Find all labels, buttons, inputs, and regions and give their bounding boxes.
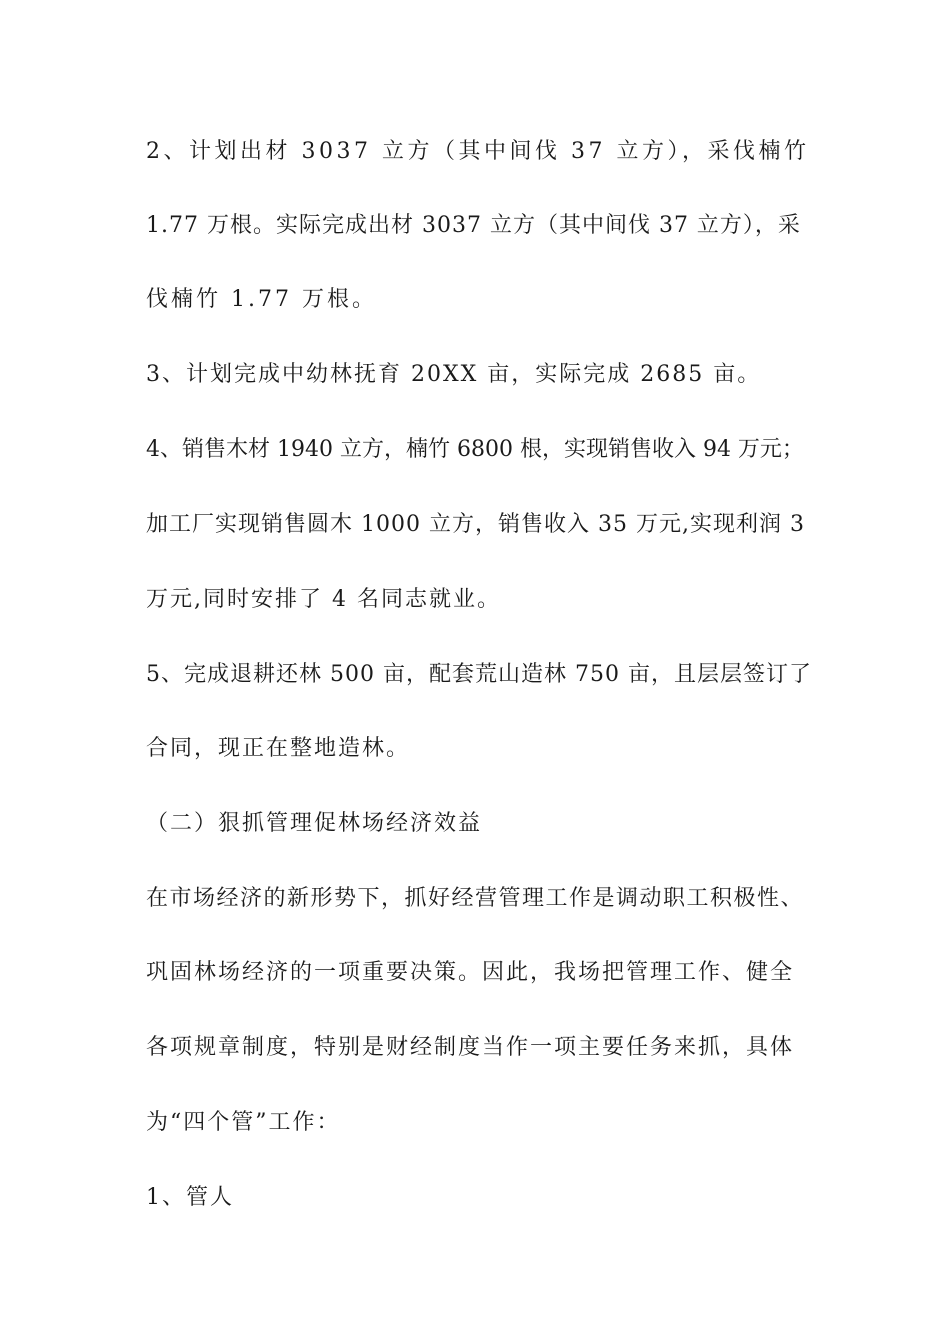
text-line: 合同，现正在整地造林。 <box>146 736 411 761</box>
text-line: 4、销售木材 1940 立方，楠竹 6800 根，实现销售收入 94 万元； <box>146 437 804 462</box>
subsection-heading: 1、管人 <box>146 1185 234 1210</box>
text-line: 巩固林场经济的一项重要决策。因此，我场把管理工作、健全 <box>146 960 795 985</box>
text-line: 万元,同时安排了 4 名同志就业。 <box>146 587 501 612</box>
text-line: 2、计划出材 3037 立方（其中间伐 37 立方），采伐楠竹 <box>146 139 810 164</box>
text-line: 3、计划完成中幼林抚育 20XX 亩，实际完成 2685 亩。 <box>146 362 762 387</box>
text-line: 各项规章制度，特别是财经制度当作一项主要任务来抓，具体 <box>146 1035 795 1060</box>
text-line: 1.77 万根。实际完成出材 3037 立方（其中间伐 37 立方），采 <box>146 213 801 238</box>
text-line: 伐楠竹 1.77 万根。 <box>146 287 377 312</box>
text-line: 为“四个管”工作： <box>146 1110 341 1135</box>
text-line: 加工厂实现销售圆木 1000 立方，销售收入 35 万元,实现利润 3 <box>146 512 805 537</box>
text-line: 在市场经济的新形势下，抓好经营管理工作是调动职工积极性、 <box>146 886 805 911</box>
text-line: 5、完成退耕还林 500 亩，配套荒山造林 750 亩，且层层签订了 <box>146 662 812 687</box>
section-heading: （二）狠抓管理促林场经济效益 <box>146 811 483 836</box>
